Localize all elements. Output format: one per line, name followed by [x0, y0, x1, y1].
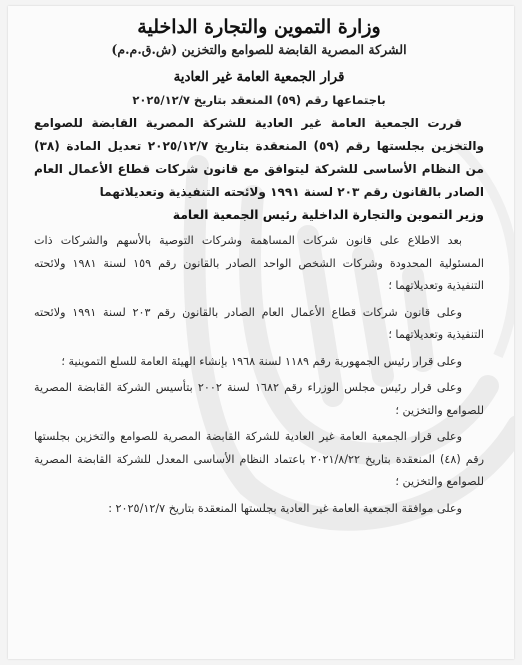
recital-2: وعلى قانون شركات قطاع الأعمال العام الصادر بالقانون رقم ٢٠٣ لسنة ١٩٩١ ولائحته التنفيذية وتعديلاتهما ؛: [34, 305, 484, 341]
authority-heading: وزير التموين والتجارة الداخلية رئيس الجمعية العامة: [172, 207, 484, 222]
recital-5: وعلى قرار الجمعية العامة غير العادية للشركة القابضة المصرية للصوامع والتخزين بجلستها رقم (٤٨) المنعقدة بتاريخ ٢٠٢١/٨/٢٢ باعتماد النظام الأساسى المعدل للشركة القابضة المصرية للصوامع والتخزين ؛: [34, 430, 484, 488]
recital-4: وعلى قرار رئيس مجلس الوزراء رقم ١٦٨٢ لسنة ٢٠٠٢ بتأسيس الشركة القابضة المصرية للصوامع والتخزين ؛: [34, 381, 484, 417]
meeting-line: باجتماعها رقم (٥٩) المنعقد بتاريخ ٢٠٢٥/١٢/٧: [132, 93, 386, 107]
ministry-title: وزارة التموين والتجارة الداخلية: [137, 16, 381, 38]
company-name: الشركة المصرية القابضة للصوامع والتخزين (ش.ق.م.م): [111, 42, 407, 57]
recital-6: وعلى موافقة الجمعية العامة غير العادية بجلستها المنعقدة بتاريخ ٢٠٢٥/١٢/٧ :: [108, 501, 462, 515]
document-body: [34, 14, 484, 520]
resolution-text: قررت الجمعية العامة غير العادية للشركة المصرية القابضة للصوامع والتخزين بجلستها رقم (٥٩) المنعقدة بتاريخ ٢٠٢٥/١٢/٧ تعديل المادة (٣٨) من النظام الأساسى للشركة ليتوافق مع قانون شركات قطاع الأعمال العام الصادر بالقانون رقم ٢٠٣ لسنة ١٩٩١ ولائحته التنفيذية وتعديلاتهما: [34, 116, 484, 199]
recital-1: بعد الاطلاع على قانون شركات المساهمة وشركات التوصية بالأسهم والشركات ذات المسئولية المحدودة وشركات الشخص الواحد الصادر بالقانون رقم ١٥٩ لسنة ١٩٨١ ولائحته التنفيذية وتعديلاتهما ؛: [34, 234, 484, 292]
recital-3: وعلى قرار رئيس الجمهورية رقم ١١٨٩ لسنة ١٩٦٨ بإنشاء الهيئة العامة للسلع التموينية ؛: [61, 354, 462, 368]
decision-title: قرار الجمعية العامة غير العادية: [173, 69, 345, 85]
document-page: [8, 6, 514, 659]
